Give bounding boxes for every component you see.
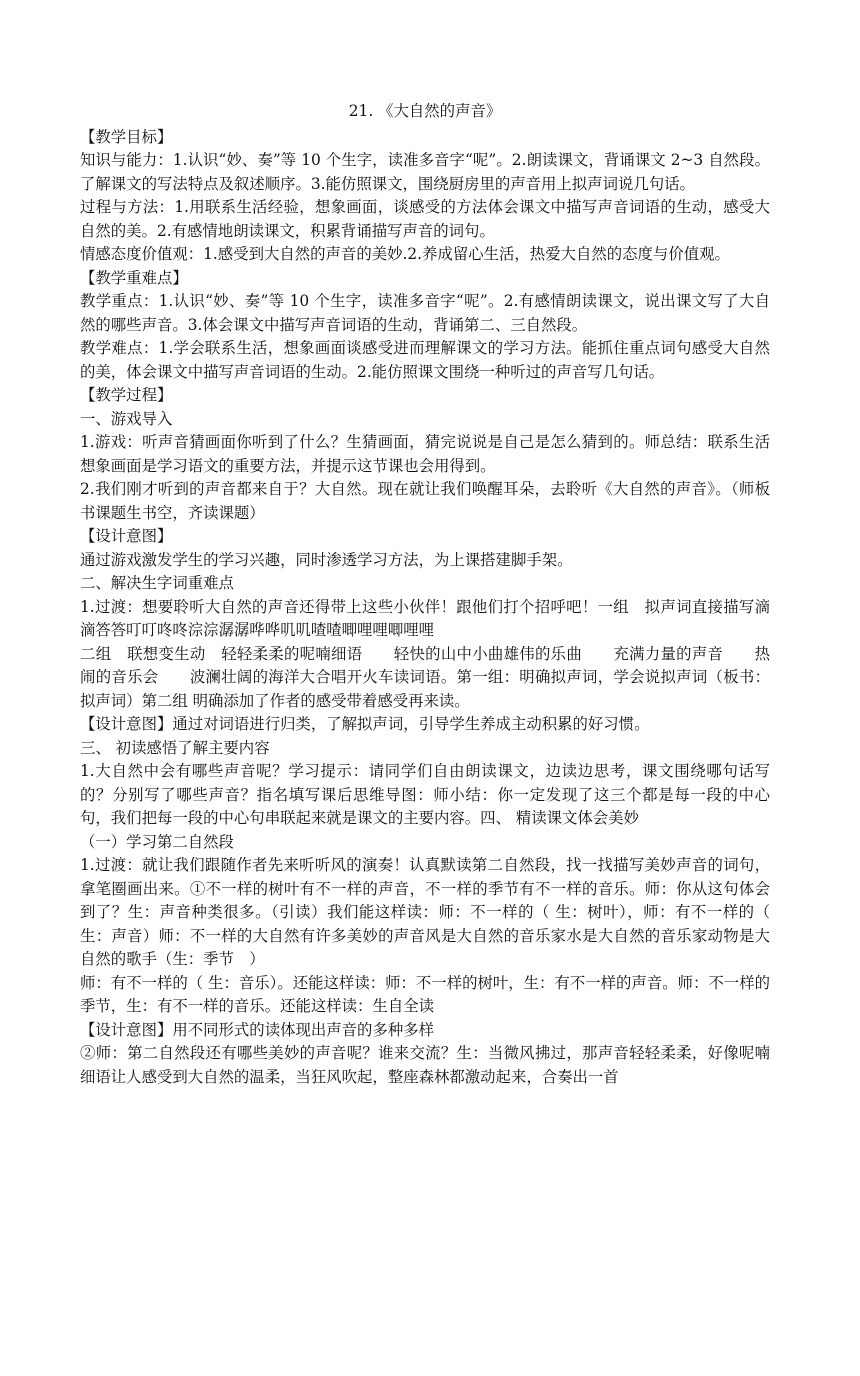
document-paragraph: 【教学过程】 — [80, 386, 173, 404]
document-paragraph: 二组 联想变生动 轻轻柔柔的呢喃细语 轻快的山中小曲雄伟的乐曲 充满力量的声音 热闹的音乐会 波澜壮阔的海洋大合唱开火车读词语。第一组：明确拟声词，学会说拟声词（板书：拟声词）第二组 明确添加了作者的感受带着感受再来读。 — [80, 644, 770, 710]
document-paragraph: 【设计意图】通过对词语进行归类，了解拟声词，引导学生养成主动积累的好习惯。 — [80, 715, 650, 733]
document-paragraph: 1.过渡：就让我们跟随作者先来听听风的演奏！认真默读第二自然段，找一找描写美妙声音的词句，拿笔圈画出来。①不一样的树叶有不一样的声音，不一样的季节有不一样的音乐。师：你从这句体会到了？生：声音种类很多。（引读）我们能这样读：师：不一样的（ 生：树叶），师：有不一样的（ 生：声音）师：不一样的大自然有许多美妙的声音风是大自然的音乐家水是大自然的音乐家动物是大自然的歌手（生：季节 ） — [80, 856, 770, 968]
document-paragraph: 2.我们刚才听到的声音都来自于？大自然。现在就让我们唤醒耳朵，去聆听《大自然的声音》。（师板书课题生书空，齐读课题） — [80, 480, 770, 522]
document-paragraph: 通过游戏激发学生的学习兴趣，同时渗透学习方法，为上课搭建脚手架。 — [80, 550, 573, 569]
document-paragraph: 1.游戏：听声音猜画面你听到了什么？生猜画面，猜完说说是自己是怎么猜到的。师总结：联系生活想象画面是学习语文的重要方法，并提示这节课也会用得到。 — [80, 433, 770, 475]
document-paragraph: 情感态度价值观：1.感受到大自然的声音的美妙.2.养成留心生活，热爱大自然的态度与价值观。 — [80, 245, 730, 263]
document-title: 21. 《大自然的声音》 — [348, 102, 502, 120]
document-paragraph: ②师：第二自然段还有哪些美妙的声音呢？谁来交流？生：当微风拂过，那声音轻轻柔柔，好像呢喃细语让人感受到大自然的温柔，当狂风吹起，整座森林都激动起来，合奏出一首 — [80, 1044, 770, 1086]
document-paragraph: 【设计意图】 — [80, 527, 173, 545]
document-paragraph: 1.大自然中会有哪些声音呢？学习提示：请同学们自由朗读课文，边读边思考，课文围绕哪句话写的？分别写了哪些声音？指名填写课后思维导图：师小结：你一定发现了这三个都是每一段的中心句，我们把每一段的中心句串联起来就是课文的主要内容。四、 精读课文体会美妙 — [80, 762, 770, 827]
document-paragraph: 知识与能力：1.认识“妙、奏”等 10 个生字，读准多音字“呢”。2.朗读课文，背诵课文 2~3 自然段。了解课文的写法特点及叙述顺序。3.能仿照课文，围绕厨房里的声音用上拟声词说几句话。 — [80, 151, 770, 193]
document-paragraph: 【教学重难点】 — [80, 268, 188, 287]
document-paragraph: 1.过渡：想要聆听大自然的声音还得带上这些小伙伴！跟他们打个招呼吧！一组 拟声词直接描写滴滴答答叮叮咚咚淙淙潺潺哗哗叽叽喳喳唧哩哩唧哩哩 — [80, 597, 770, 639]
document-paragraph: 一、游戏导入 — [80, 409, 173, 428]
document-paragraph: 教学难点：1.学会联系生活，想象画面谈感受进而理解课文的学习方法。能抓住重点词句感受大自然的美，体会课文中描写声音词语的生动。2.能仿照课文围绕一种听过的声音写几句话。 — [80, 339, 770, 381]
document-paragraph: 师：有不一样的（ 生：音乐）。还能这样读：师：不一样的树叶，生：有不一样的声音。师：不一样的季节，生：有不一样的音乐。还能这样读：生自全读 — [80, 973, 770, 1015]
document-paragraph: 二、解决生字词重难点 — [80, 574, 234, 592]
document-body — [80, 126, 770, 1090]
document-page — [80, 100, 770, 1089]
document-paragraph: 【设计意图】用不同形式的读体现出声音的多种多样 — [80, 1020, 434, 1039]
document-paragraph: 三、 初读感悟了解主要内容 — [80, 738, 270, 757]
document-paragraph: 过程与方法：1.用联系生活经验，想象画面，谈感受的方法体会课文中描写声音词语的生动，感受大自然的美。2.有感情地朗读课文，积累背诵描写声音的词句。 — [80, 198, 770, 240]
document-paragraph: 【教学目标】 — [80, 127, 173, 146]
document-paragraph: （一）学习第二自然段 — [80, 832, 234, 851]
document-paragraph: 教学重点：1.认识“妙、奏”等 10 个生字，读准多音字“呢”。2.有感情朗读课文，说出课文写了大自然的哪些声音。3.体会课文中描写声音词语的生动，背诵第二、三自然段。 — [80, 292, 770, 334]
